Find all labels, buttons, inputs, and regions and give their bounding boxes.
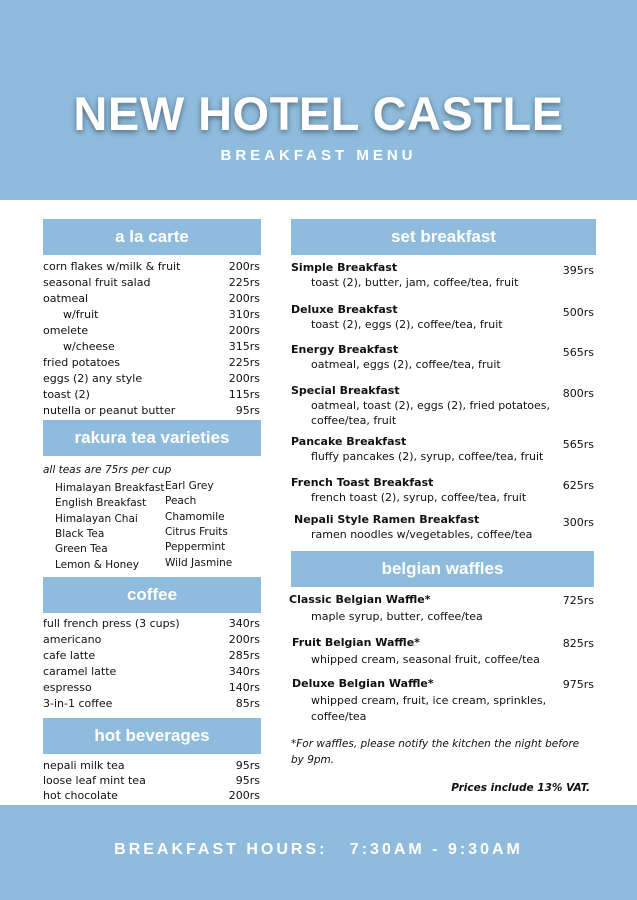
menu-item-name: americano	[43, 633, 102, 646]
tea-heading: rakura tea varieties	[43, 420, 261, 456]
waffle-name: Classic Belgian Waffle*	[289, 593, 431, 606]
tea-variety: Wild Jasmine	[165, 556, 233, 569]
tea-variety: Green Tea	[55, 543, 108, 556]
waffle-name: Deluxe Belgian Waffle*	[292, 677, 434, 690]
waffles-heading: belgian waffles	[291, 551, 594, 587]
tea-variety: Himalayan Breakfast	[55, 482, 165, 494]
menu-item-price: 310rs	[228, 308, 260, 321]
set-breakfast-name: Special Breakfast	[291, 384, 400, 397]
menu-item-price: 200rs	[228, 633, 260, 646]
set-breakfast-price: 300rs	[562, 516, 594, 529]
menu-item-name: cafe latte	[43, 649, 96, 662]
set-breakfast-name: Simple Breakfast	[291, 261, 398, 274]
waffle-desc: whipped cream, seasonal fruit, coffee/tea	[311, 653, 540, 666]
set-breakfast-name: Nepali Style Ramen Breakfast	[294, 513, 480, 526]
menu-item-price: 115rs	[228, 388, 260, 401]
set-breakfast-desc: oatmeal, toast (2), eggs (2), fried potatoes, coffee/tea, fruit	[311, 399, 550, 427]
coffee-heading: coffee	[43, 577, 261, 613]
set-breakfast-desc: oatmeal, eggs (2), coffee/tea, fruit	[311, 358, 501, 371]
menu-item-price: 140rs	[228, 681, 260, 694]
vat-note: Prices include 13% VAT.	[451, 782, 590, 794]
menu-item-price: 200rs	[228, 372, 260, 385]
menu-item-name: loose leaf mint tea	[43, 774, 146, 787]
set-breakfast-desc: fluffy pancakes (2), syrup, coffee/tea, fruit	[311, 450, 544, 463]
menu-item-price: 200rs	[228, 260, 260, 273]
menu-item-name: caramel latte	[43, 665, 117, 678]
menu-item-name: eggs (2) any style	[43, 372, 143, 385]
set-breakfast-price: 625rs	[562, 479, 594, 492]
menu-item-name: corn flakes w/milk & fruit	[43, 260, 181, 273]
set-breakfast-desc: french toast (2), syrup, coffee/tea, fruit	[311, 491, 527, 504]
set-breakfast-price: 395rs	[562, 264, 594, 277]
menu-item-price: 225rs	[228, 276, 260, 289]
menu-item-name: oatmeal	[43, 292, 89, 305]
hotel-title: NEW HOTEL CASTLE	[73, 87, 564, 140]
menu-item-price: 340rs	[228, 665, 260, 678]
menu-item-price: 200rs	[228, 324, 260, 337]
tea-variety: Citrus Fruits	[165, 525, 228, 538]
menu-item-price: 95rs	[235, 404, 260, 417]
waffle-note: *For waffles, please notify the kitchen the night before by 9pm.	[291, 738, 580, 766]
tea-variety: Chamomile	[165, 510, 225, 523]
set-breakfast-desc: toast (2), butter, jam, coffee/tea, fruit	[311, 276, 519, 289]
menu-item-name: full french press (3 cups)	[43, 617, 180, 630]
set-breakfast-price: 800rs	[562, 387, 594, 400]
set-breakfast-name: Pancake Breakfast	[291, 435, 407, 448]
menu-item-price: 200rs	[228, 789, 260, 802]
menu-item-name: hot chocolate	[43, 789, 118, 802]
set-breakfast-name: Deluxe Breakfast	[291, 303, 398, 316]
set-breakfast-name: Energy Breakfast	[291, 343, 399, 356]
menu-item-name: fried potatoes	[43, 356, 121, 369]
set-breakfast-price: 500rs	[562, 306, 594, 319]
set-breakfast-desc: ramen noodles w/vegetables, coffee/tea	[311, 528, 533, 541]
menu-item-name: espresso	[43, 681, 92, 694]
menu-item-name: 3-in-1 coffee	[43, 697, 113, 710]
waffle-price: 975rs	[562, 678, 594, 691]
hot-beverages-heading: hot beverages	[43, 718, 261, 754]
tea-variety: Peach	[165, 495, 197, 508]
breakfast-hours: BREAKFAST HOURS: 7:30AM - 9:30AM	[114, 841, 523, 858]
menu-item-price: 200rs	[228, 292, 260, 305]
menu-item-name: w/fruit	[63, 308, 99, 321]
a-la-carte-heading: a la carte	[43, 219, 261, 255]
tea-price-note: all teas are 75rs per cup	[43, 464, 172, 476]
set-breakfast-desc: toast (2), eggs (2), coffee/tea, fruit	[311, 318, 503, 331]
waffle-name: Fruit Belgian Waffle*	[292, 636, 420, 649]
menu-item-name: nutella or peanut butter	[43, 404, 176, 417]
menu-item-name: w/cheese	[63, 340, 115, 353]
menu-item-price: 285rs	[228, 649, 260, 662]
header-banner	[0, 0, 637, 200]
tea-variety: Peppermint	[165, 541, 226, 554]
waffle-desc: whipped cream, fruit, ice cream, sprinkles, coffee/tea	[311, 694, 547, 723]
menu-item-price: 95rs	[235, 759, 260, 772]
footer-banner	[0, 805, 637, 900]
set-breakfast-price: 565rs	[562, 438, 594, 451]
tea-variety: Lemon & Honey	[55, 558, 139, 571]
menu-item-name: nepali milk tea	[43, 759, 125, 772]
set-breakfast-name: French Toast Breakfast	[291, 476, 434, 489]
waffle-desc: maple syrup, butter, coffee/tea	[311, 610, 483, 623]
menu-item-price: 85rs	[235, 697, 260, 710]
menu-item-price: 340rs	[228, 617, 260, 630]
tea-variety: Himalayan Chai	[55, 512, 138, 525]
tea-variety: English Breakfast	[55, 497, 147, 510]
menu-subtitle: BREAKFAST MENU	[220, 147, 417, 164]
menu-item-price: 315rs	[228, 340, 260, 353]
set-breakfast-price: 565rs	[562, 346, 594, 359]
set-breakfast-heading: set breakfast	[291, 219, 596, 255]
menu-item-name: seasonal fruit salad	[43, 276, 151, 289]
menu-item-price: 95rs	[235, 774, 260, 787]
menu-item-name: omelete	[43, 324, 89, 337]
waffle-price: 825rs	[562, 637, 594, 650]
tea-variety: Earl Grey	[165, 480, 214, 492]
menu-item-name: toast (2)	[43, 388, 90, 401]
tea-variety: Black Tea	[55, 527, 105, 540]
menu-item-price: 225rs	[228, 356, 260, 369]
waffle-price: 725rs	[562, 594, 594, 607]
